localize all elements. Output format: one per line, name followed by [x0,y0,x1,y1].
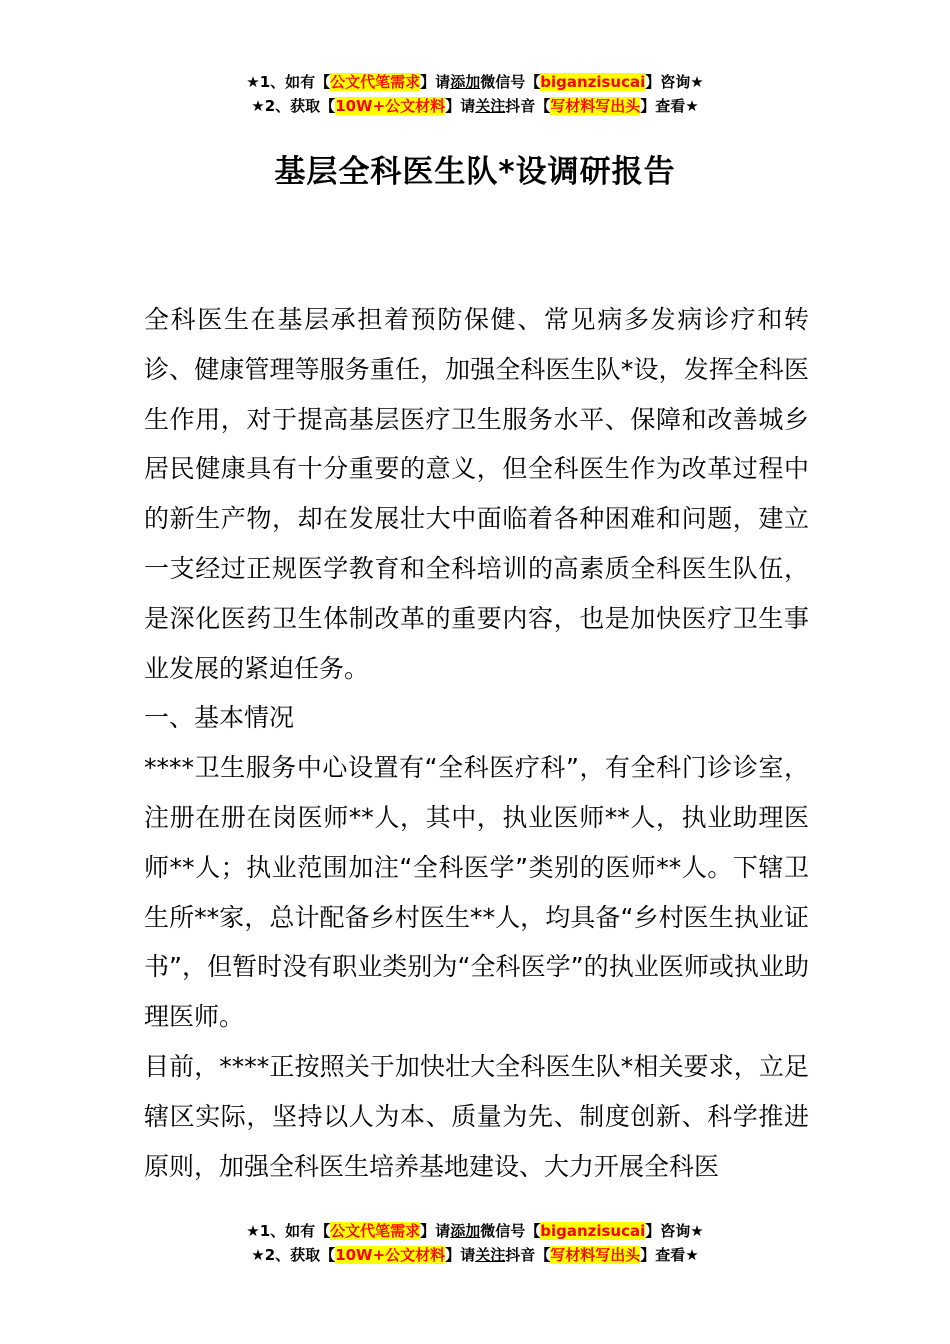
banner-highlight: 公文代笔需求 [330,1222,421,1240]
banner-text: 微信号【 [480,1222,541,1240]
banner-highlight: 公文代笔需求 [330,73,421,91]
banner-text: 】查看★ [640,97,699,115]
banner-text: ★1、如有【 [246,1222,331,1240]
document-title: 基层全科医生队*设调研报告 [274,154,676,190]
section-paragraph: 目前，****正按照关于加快壮大全科医生队*相关要求，立足辖区实际，坚持以人为本、质量为先、制度创新、科学推进原则，加强全科医生培养基地建设、大力开展全科医 [144,1051,809,1181]
banner-text: 】请 [420,1222,451,1240]
banner-line-1 [0,70,950,94]
top-banner [0,70,950,118]
banner-underline: 添加 [450,1222,481,1240]
section-paragraph: ****卫生服务中心设置有“全科医疗科”，有全科门诊诊室，注册在册在岗医师**人，其中，执业医师**人，执业助理医师**人；执业范围加注“全科医学”类别的医师**人。下辖卫生所**家，总计配备乡村医生**人，均具备“乡村医生执业证书”，但暂时没有职业类别为“全科医学”的执业医师或执业助理医师。 [144,753,809,1032]
banner-text: 】查看★ [640,1246,699,1264]
banner-text: 】请 [445,1246,476,1264]
banner-text: 】咨询★ [645,73,704,91]
banner-wechat-id: biganzisucai [540,73,646,91]
banner-text: ★1、如有【 [246,73,331,91]
banner-wechat-id: biganzisucai [540,1222,646,1240]
banner-underline: 添加 [450,73,481,91]
banner-line-2 [0,1243,950,1267]
intro-paragraph: 全科医生在基层承担着预防保健、常见病多发病诊疗和转诊、健康管理等服务重任，加强全科医生队*设，发挥全科医生作用，对于提高基层医疗卫生服务水平、保障和改善城乡居民健康具有十分重要的意义，但全科医生作为改革过程中的新生产物，却在发展壮大中面临着各种困难和问题，建立一支经过正规医学教育和全科培训的高素质全科医生队伍，是深化医药卫生体制改革的重要内容，也是加快医疗卫生事业发展的紧迫任务。 [144,305,809,683]
banner-douyin-id: 写材料写出头 [550,1246,641,1264]
banner-text: 】请 [420,73,451,91]
banner-line-2 [0,94,950,118]
banner-text: ★2、获取【 [251,97,336,115]
banner-underline: 关注 [475,97,506,115]
banner-douyin-id: 写材料写出头 [550,97,641,115]
bottom-banner [0,1219,950,1267]
banner-line-1 [0,1219,950,1243]
document-body [144,295,809,1191]
banner-text: 抖音【 [505,97,551,115]
banner-highlight: 10W+公文材料 [335,97,446,115]
banner-text: 抖音【 [505,1246,551,1264]
banner-text: 】咨询★ [645,1222,704,1240]
banner-text: ★2、获取【 [251,1246,336,1264]
section-heading: 一、基本情况 [144,703,295,733]
banner-text: 微信号【 [480,73,541,91]
banner-text: 】请 [445,97,476,115]
banner-underline: 关注 [475,1246,506,1264]
banner-highlight: 10W+公文材料 [335,1246,446,1264]
